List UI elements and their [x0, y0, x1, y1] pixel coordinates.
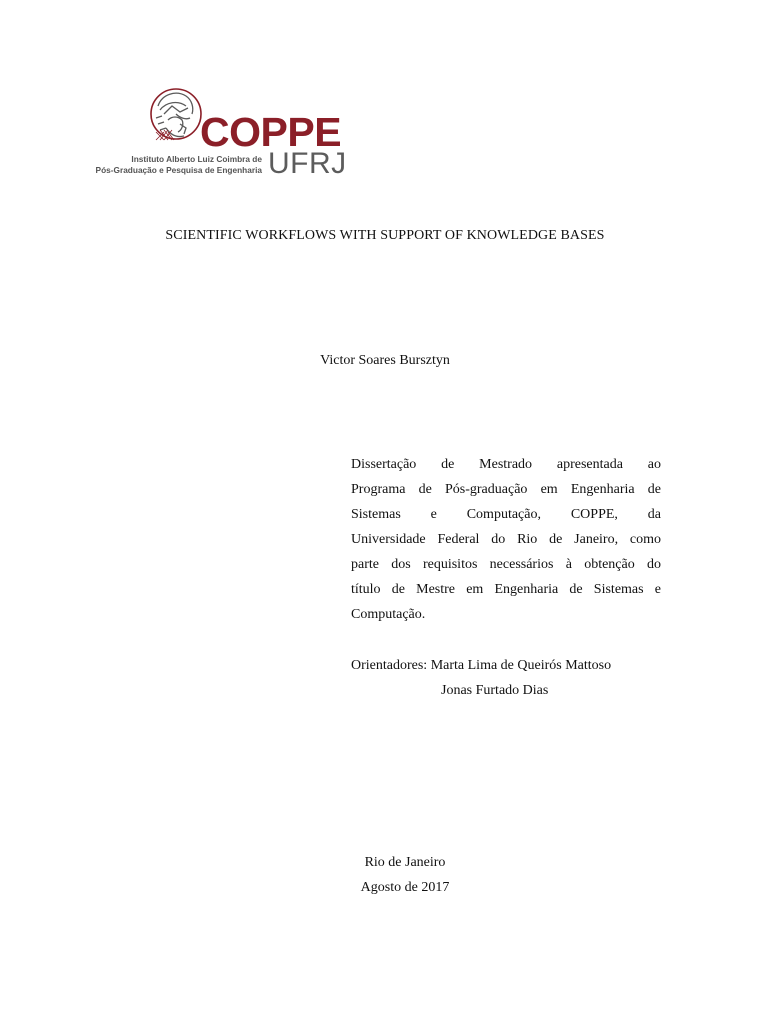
- thesis-title: SCIENTIFIC WORKFLOWS WITH SUPPORT OF KNOWLEDGE BASES: [165, 228, 605, 243]
- place-and-date: [0, 850, 770, 900]
- statement-line: Sistemas e Computação, COPPE, da: [351, 507, 661, 522]
- author-name: Victor Soares Bursztyn: [320, 353, 450, 368]
- institute-line-1: Instituto Alberto Luiz Coimbra de: [131, 154, 262, 164]
- statement-line: Universidade Federal do Rio de Janeiro, como: [351, 532, 661, 547]
- dissertation-statement: [351, 452, 661, 627]
- institute-name: [96, 154, 262, 176]
- institute-line-2: Pós-Graduação e Pesquisa de Engenharia: [95, 165, 262, 175]
- statement-line: Programa de Pós-graduação em Engenharia de: [351, 482, 661, 497]
- advisor-line-1: [351, 653, 611, 678]
- date: Agosto de 2017: [360, 880, 450, 895]
- advisors-block: [351, 653, 611, 703]
- statement-line: parte dos requisitos necessários à obtenção do: [351, 557, 661, 572]
- place: Rio de Janeiro: [364, 855, 446, 870]
- statement-line: Computação.: [351, 607, 426, 622]
- ufrj-wordmark: UFRJ: [268, 147, 347, 180]
- advisor-name: Jonas Furtado Dias: [441, 683, 549, 698]
- statement-line: título de Mestre em Engenharia de Sistemas e: [351, 582, 661, 597]
- advisors-label: Orientadores:: [351, 658, 428, 673]
- advisor-line-2: [351, 678, 611, 703]
- statement-line: Dissertação de Mestrado apresentada ao: [351, 457, 661, 472]
- coppe-wordmark: COPPE: [200, 109, 342, 155]
- advisor-name: Marta Lima de Queirós Mattoso: [430, 658, 612, 673]
- minerva-head-emblem-icon: [146, 84, 206, 148]
- coppe-ufrj-logo: [95, 84, 347, 182]
